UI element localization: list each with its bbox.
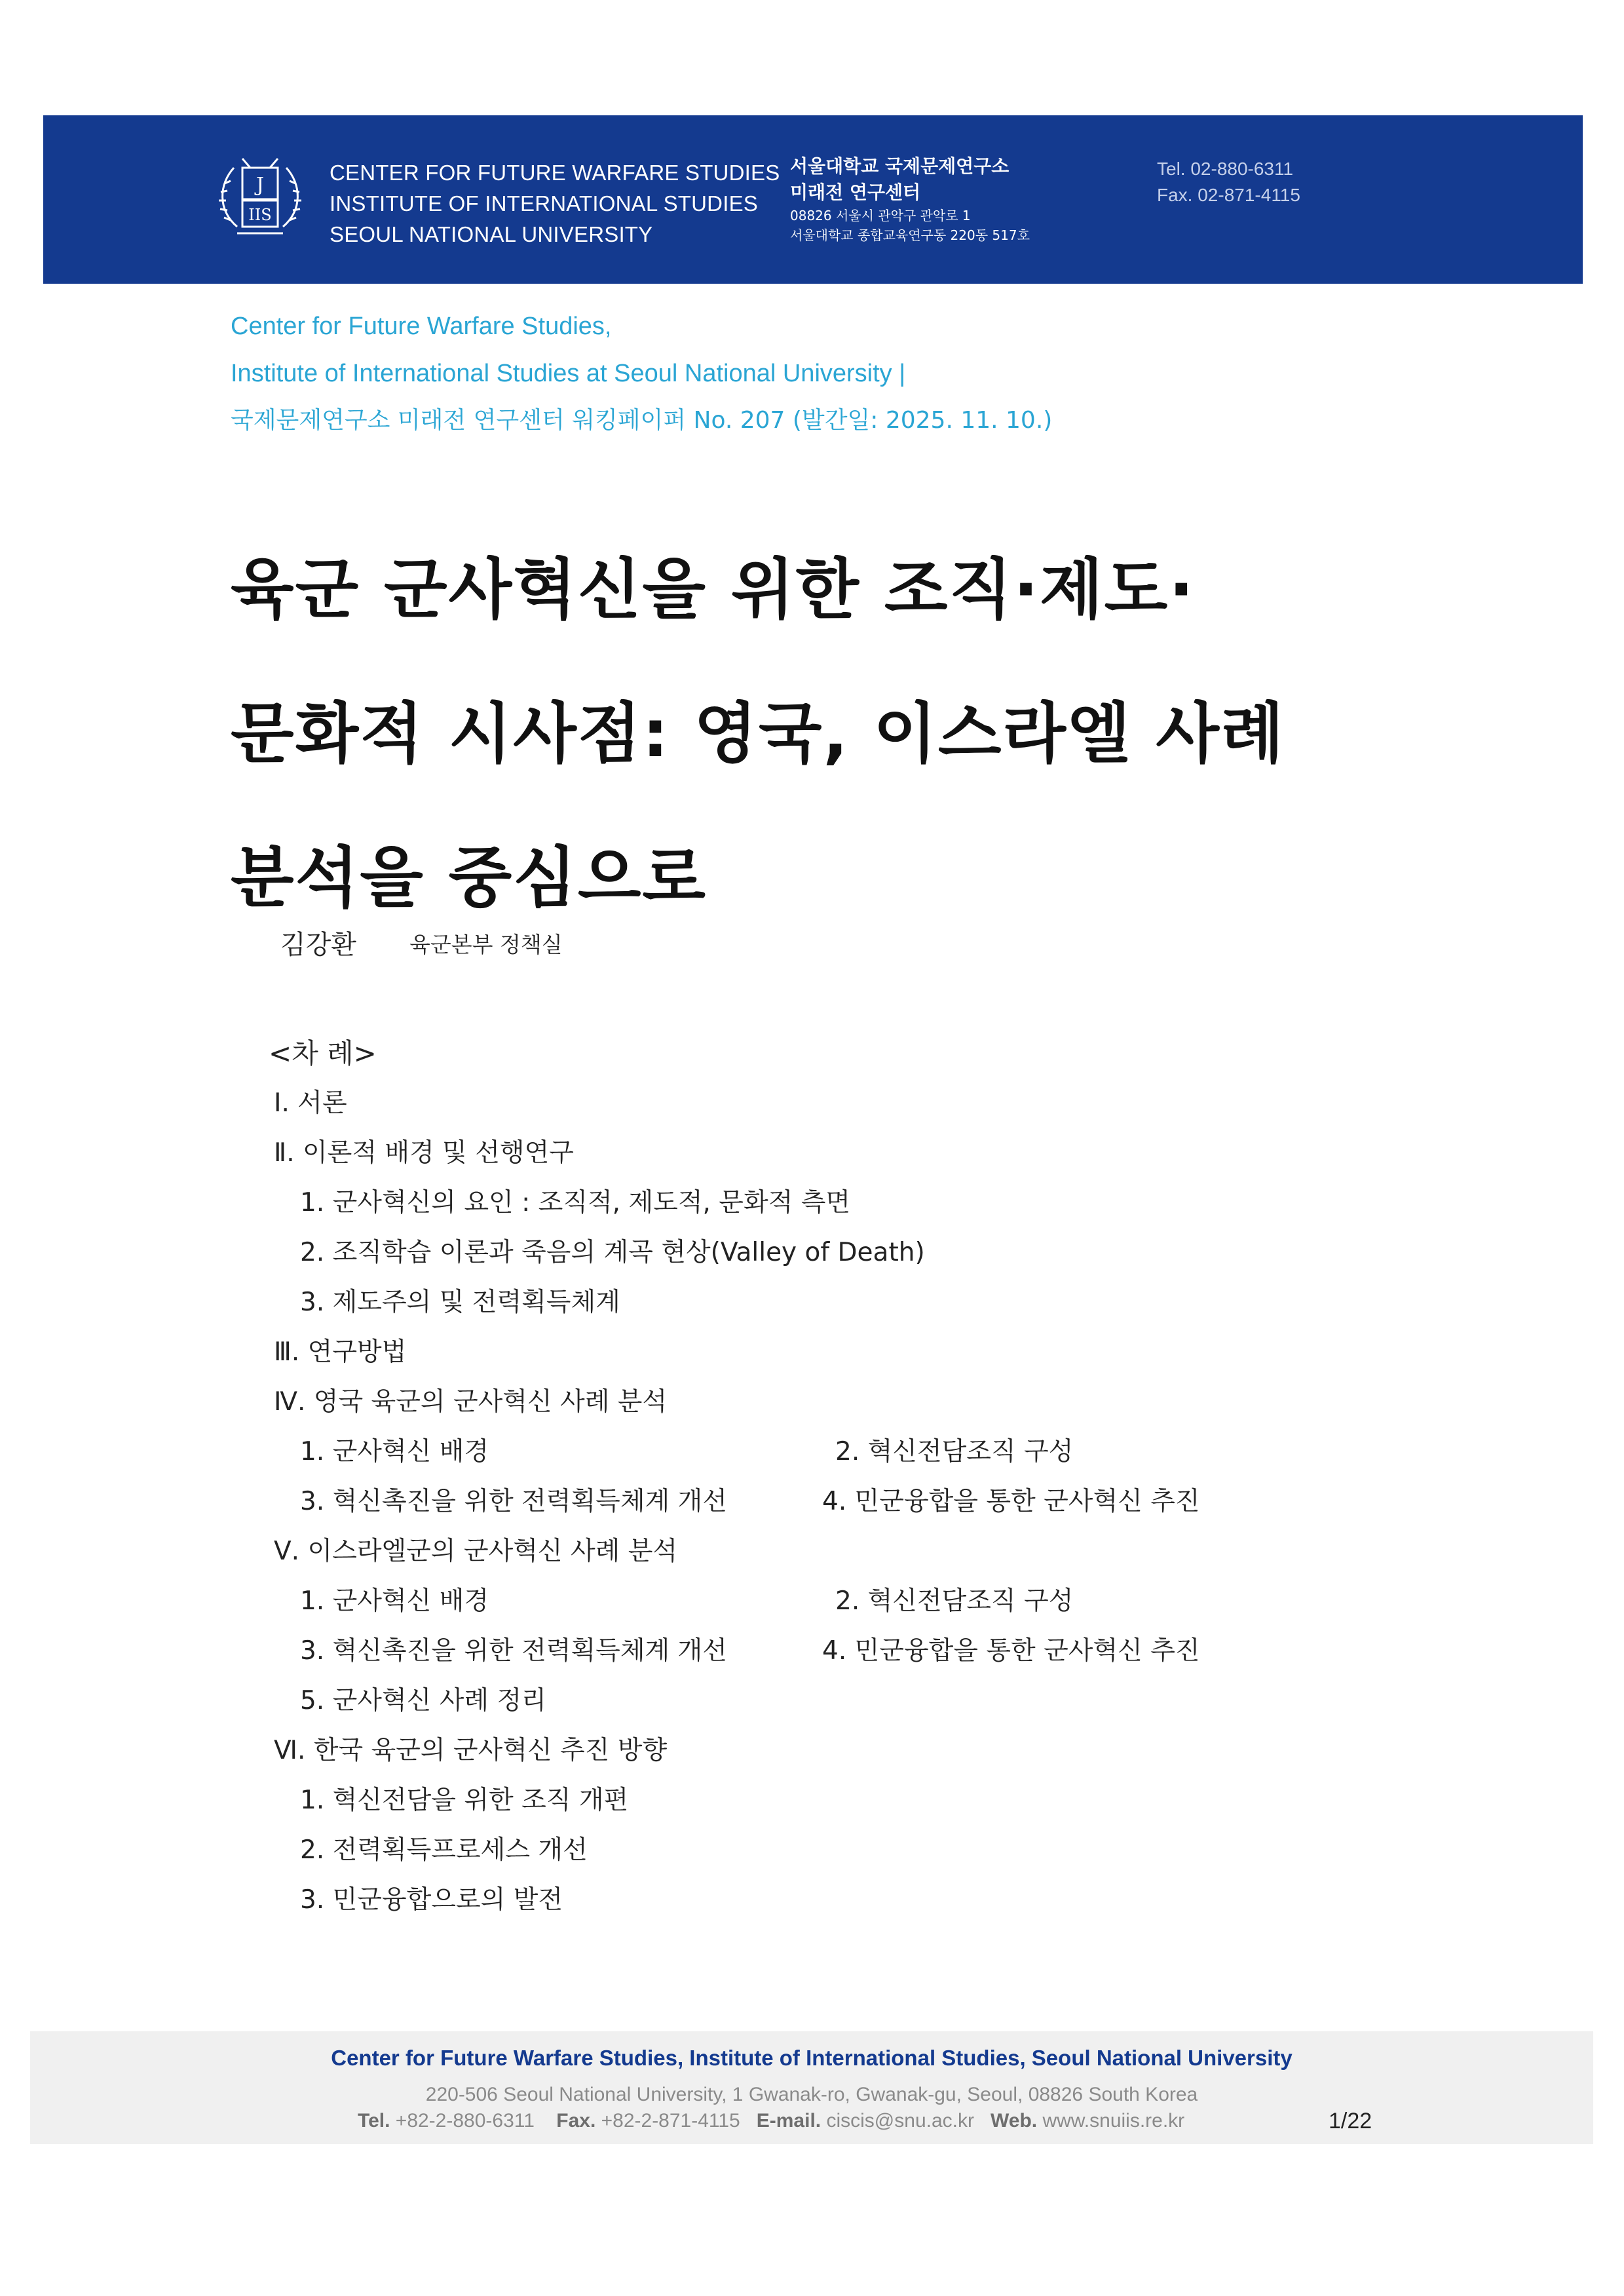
page-footer — [30, 2031, 1593, 2144]
toc-subsection — [262, 1826, 1376, 1875]
center-name-ko: 미래전 연구센터 — [790, 182, 921, 203]
author-affiliation: 육군본부 정책실 — [409, 932, 563, 957]
footer-fax-label: Fax. — [556, 2110, 596, 2132]
toc-subsection — [262, 1427, 1376, 1477]
toc-subsection — [262, 1875, 1376, 1925]
toc-subsection — [262, 1626, 1376, 1676]
toc-item-label: Ⅴ. 이스라엘군의 군사혁신 사례 분석 — [274, 1537, 678, 1566]
institute-name-en-line: SEOUL NATIONAL UNIVERSITY — [330, 222, 653, 246]
header-banner — [43, 115, 1583, 284]
toc-item-label: Ⅵ. 한국 육군의 군사혁신 추진 방향 — [274, 1736, 668, 1765]
series-line: Center for Future Warfare Studies, — [231, 313, 612, 340]
toc-subsection — [262, 1228, 1376, 1278]
footer-fax: +82-2-871-4115 — [601, 2110, 740, 2132]
institute-name-ko — [790, 153, 1030, 245]
footer-contact — [358, 2110, 1184, 2132]
toc-section — [262, 1128, 1376, 1178]
address-ko-line: 서울대학교 종합교육연구동 220동 517호 — [790, 227, 1030, 243]
page-title — [231, 518, 1508, 950]
toc-item-label: Ⅰ. 서론 — [274, 1088, 347, 1118]
footer-address: 220-506 Seoul National University, 1 Gwanak-ro, Gwanak-gu, Seoul, 08826 South Korea — [425, 2084, 1198, 2105]
toc-item-label: 3. 민군융합으로의 발전 — [300, 1885, 563, 1915]
institute-name-en — [330, 157, 780, 250]
toc-item-label: 1. 군사혁신 배경 — [300, 1437, 489, 1466]
toc-item-label-right: 2. 혁신전담조직 구성 — [835, 1586, 1074, 1616]
header-contact — [1157, 156, 1300, 208]
svg-text:IIS: IIS — [248, 206, 272, 224]
footer-tel-label: Tel. — [358, 2110, 390, 2132]
toc-item-label: 5. 군사혁신 사례 정리 — [300, 1686, 546, 1715]
page-number: 1/22 — [1329, 2109, 1372, 2133]
footer-email-label: E-mail. — [756, 2110, 821, 2132]
title-line: 육군 군사혁신을 위한 조직·제도· — [231, 551, 1196, 628]
footer-tel: +82-2-880-6311 — [395, 2110, 535, 2132]
footer-web-label: Web. — [990, 2110, 1038, 2132]
toc-item-label-right: 2. 혁신전담조직 구성 — [835, 1437, 1074, 1466]
toc-section — [262, 1079, 1376, 1128]
toc-subsection — [262, 1278, 1376, 1328]
toc-item-label: 1. 혁신전담을 위한 조직 개편 — [300, 1786, 629, 1815]
toc-item-label: 3. 혁신촉진을 위한 전력획득체계 개선 — [300, 1636, 727, 1666]
toc-item-label: Ⅲ. 연구방법 — [274, 1337, 407, 1367]
toc-item-label-right: 4. 민군융합을 통한 군사혁신 추진 — [822, 1636, 1200, 1666]
footer-title: Center for Future Warfare Studies, Institute of International Studies, Seoul National University — [331, 2046, 1293, 2070]
toc-subsection — [262, 1577, 1376, 1626]
toc-item-label: 1. 군사혁신 배경 — [300, 1586, 489, 1616]
institute-emblem-icon — [211, 148, 309, 246]
toc-item-label: 2. 전력획득프로세스 개선 — [300, 1835, 588, 1865]
toc-item-label: Ⅳ. 영국 육군의 군사혁신 사례 분석 — [274, 1387, 668, 1417]
footer-web[interactable]: www.snuiis.re.kr — [1042, 2110, 1185, 2132]
title-line: 문화적 시사점: 영국, 이스라엘 사례 — [231, 695, 1285, 772]
toc-section — [262, 1377, 1376, 1427]
address-ko-line: 08826 서울시 관악구 관악로 1 — [790, 208, 971, 223]
series-info — [231, 303, 1052, 444]
toc-section — [262, 1328, 1376, 1377]
svg-text:J: J — [255, 174, 265, 197]
series-line: Institute of International Studies at Seoul National University | — [231, 360, 906, 387]
toc-subsection — [262, 1178, 1376, 1228]
toc-item-label: Ⅱ. 이론적 배경 및 선행연구 — [274, 1138, 574, 1168]
title-line: 분석을 중심으로 — [231, 839, 708, 916]
institute-name-en-line: CENTER FOR FUTURE WARFARE STUDIES — [330, 161, 780, 185]
toc-subsection — [262, 1776, 1376, 1826]
toc-item-label: 2. 조직학습 이론과 죽음의 계곡 현상(Valley of Death) — [300, 1238, 925, 1267]
author-name: 김강환 — [280, 930, 356, 960]
toc-heading: <차 례> — [269, 1037, 377, 1069]
header-fax: Fax. 02-871-4115 — [1157, 185, 1300, 205]
table-of-contents — [262, 1029, 1376, 1925]
working-paper-info: 국제문제연구소 미래전 연구센터 워킹페이퍼 No. 207 (발간일: 2025. 11. 10.) — [231, 407, 1053, 434]
toc-item-label: 3. 제도주의 및 전력획득체계 — [300, 1288, 620, 1317]
toc-section — [262, 1726, 1376, 1776]
institute-name-en-line: INSTITUTE OF INTERNATIONAL STUDIES — [330, 191, 759, 216]
toc-item-label-right: 4. 민군융합을 통한 군사혁신 추진 — [822, 1487, 1200, 1516]
toc-item-label: 1. 군사혁신의 요인 : 조직적, 제도적, 문화적 측면 — [300, 1188, 851, 1217]
toc-subsection — [262, 1477, 1376, 1527]
footer-email[interactable]: ciscis@snu.ac.kr — [826, 2110, 974, 2132]
toc-section — [262, 1527, 1376, 1577]
institute-name-ko-line: 서울대학교 국제문제연구소 — [790, 155, 1010, 177]
toc-item-label: 3. 혁신촉진을 위한 전력획득체계 개선 — [300, 1487, 727, 1516]
header-tel: Tel. 02-880-6311 — [1157, 159, 1294, 179]
toc-subsection — [262, 1676, 1376, 1726]
